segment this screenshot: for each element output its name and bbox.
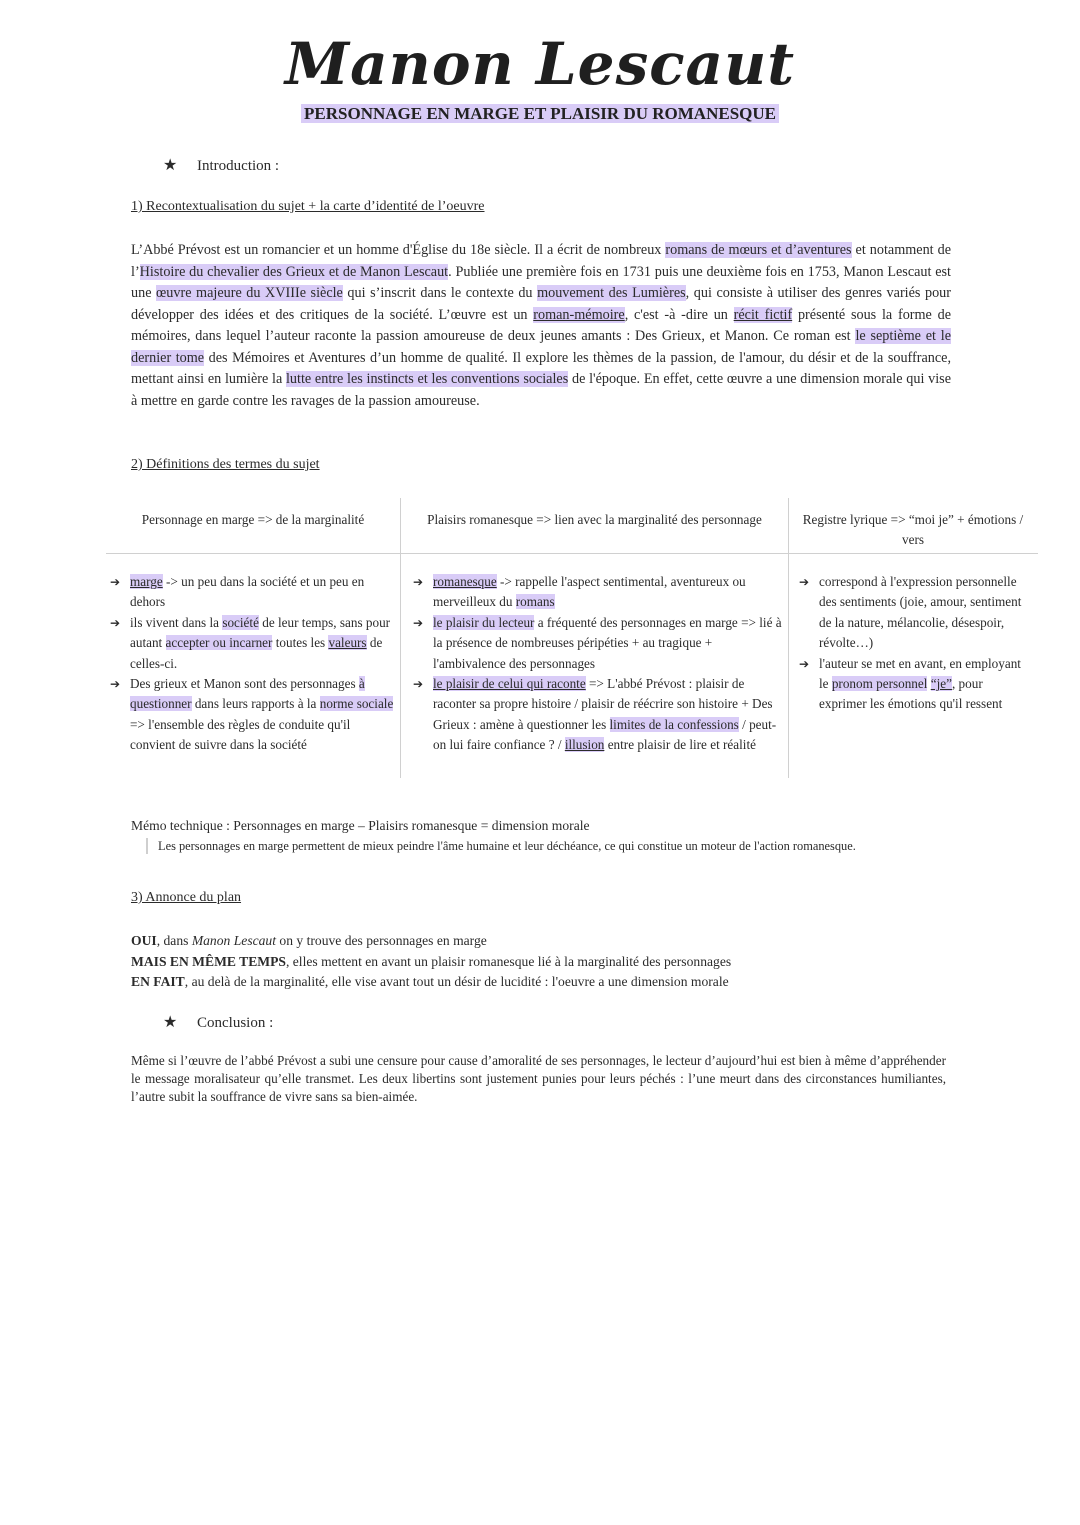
plan-item (131, 931, 731, 952)
para-text: présenté sous la forme de mémoires, dans lequel l’auteur raconte la passion amoureuse de deux jeunes amants : Des Grieux, et Manon. Ce roman est (131, 306, 951, 344)
arrow-icon: ➔ (413, 615, 424, 630)
cell-highlight: valeurs (328, 635, 367, 651)
table-header-row (106, 498, 1038, 554)
cell-text: a fréquenté des personnages en marge => lié à la présence de nombreuses péripéties + au tragique + l'ambivalence des personnages (433, 614, 782, 671)
cell-text: => l'ensemble des règles de conduite qu'il convient de suivre dans la société (130, 716, 351, 753)
cell-highlight: pronom personnel (831, 676, 928, 692)
plan-text: on y trouve des personnages en marge (276, 933, 487, 948)
para-highlight: le septième et le dernier tome (131, 328, 951, 366)
plan-key: EN FAIT (131, 974, 185, 989)
cell-highlight: norme sociale (319, 696, 394, 712)
para-highlight: roman-mémoire (533, 306, 625, 323)
list-item (413, 572, 784, 613)
para-highlight: récit fictif (733, 306, 793, 323)
cell-highlight: marge (130, 574, 163, 589)
introduction-heading (163, 155, 279, 175)
cell-text: dans leurs rapports à la (191, 696, 320, 712)
introduction-label: Introduction : (197, 158, 280, 174)
section2-heading: 2) Définitions des termes du sujet (131, 457, 320, 472)
list-item (799, 572, 1033, 654)
cell-highlight: accepter ou incarner (165, 635, 273, 651)
cell-text: , pour exprimer les émotions qu'il ressent (819, 676, 1003, 712)
para-text: . Publiée une première fois en 1731 puis une deuxième fois en 1753, Manon Lescaut est une (131, 263, 952, 301)
arrow-icon: ➔ (110, 575, 121, 589)
memo-line: Mémo technique : Personnages en marge – Plaisirs romanesque = dimension morale (131, 818, 590, 833)
document-title: Manon Lescaut (284, 30, 796, 98)
para-highlight: Histoire du chevalier des Grieux et de Manon Lescaut (139, 263, 449, 280)
cell-text: -> rappelle l'aspect sentimental, aventureux ou merveilleux du (433, 574, 746, 610)
memo-sub: Les personnages en marge permettent de mieux peindre l'âme humaine et leur déchéance, ce qui constitue un moteur de l'action romanesque. (146, 838, 958, 854)
cell-text: de leur temps, sans pour autant (130, 614, 391, 651)
section3-heading: 3) Annonce du plan (131, 890, 242, 905)
para-text: des Mémoires et Aventures d’un homme de qualité. Il explore les thèmes de la passion, de l'amour, du désir et de la souffrance, mettant ainsi en lumière la (131, 349, 951, 387)
conclusion-heading (163, 1012, 273, 1032)
list-item (799, 654, 1033, 715)
definitions-table (106, 498, 1038, 778)
plan-key: MAIS EN MÊME TEMPS (131, 953, 286, 969)
col3-cell (788, 554, 1037, 778)
arrow-icon: ➔ (799, 575, 810, 589)
star-icon: ★ (163, 1012, 178, 1031)
plan-italic: Manon Lescaut (191, 933, 277, 948)
arrow-icon: ➔ (110, 677, 121, 692)
document-subtitle (0, 104, 1080, 124)
cell-text: ils vivent dans la (130, 614, 223, 630)
cell-highlight: limites de la confessions (609, 716, 739, 732)
list-item (413, 674, 784, 756)
plan-list (131, 931, 731, 993)
plan-text: , elles mettent en avant un plaisir romanesque lié à la marginalité des personnages (285, 953, 732, 969)
col3-header: Registre lyrique => “moi je” + émotions / vers (788, 498, 1037, 553)
cell-highlight: romans (515, 594, 555, 610)
para-text: , c'est -à -dire un (624, 306, 734, 323)
para-text: et notamment de l’ (131, 242, 951, 280)
subtitle-text: PERSONNAGE EN MARGE ET PLAISIR DU ROMANESQUE (301, 104, 779, 123)
col1-cell (106, 554, 400, 778)
para-text: de l'époque. En effet, cette œuvre a une dimension morale qui vise à mettre en garde contre les ravages de la passion amoureuse. (131, 371, 951, 409)
para-text: qui s’inscrit dans le contexte du (342, 285, 538, 301)
para-highlight: œuvre majeure du XVIIIe siècle (156, 285, 343, 301)
arrow-icon: ➔ (413, 677, 424, 692)
cell-text: Des grieux et Manon sont des personnages (130, 676, 359, 692)
cell-highlight: le plaisir de celui qui raconte (433, 676, 586, 692)
list-item (413, 613, 784, 674)
arrow-icon: ➔ (110, 615, 121, 630)
cell-text: entre plaisir de lire et réalité (604, 737, 756, 753)
arrow-icon: ➔ (413, 575, 424, 589)
col1-header: Personnage en marge => de la marginalité (141, 512, 365, 527)
star-icon: ★ (163, 155, 178, 174)
cell-text: => L'abbé Prévost : plaisir de raconter sa propre histoire / plaisir de réécrire son histoire + Des Grieux : amène à questionner les (433, 676, 773, 732)
para-highlight: romans de mœurs et d’aventures (665, 242, 852, 258)
plan-text: , au delà de la marginalité, elle vise avant tout un désir de lucidité : l'oeuvre a une dimension morale (184, 974, 729, 989)
section1-heading: 1) Recontextualisation du sujet + la carte d’identité de l’oeuvre (131, 199, 485, 214)
plan-item (131, 972, 731, 993)
list-item (110, 674, 396, 756)
arrow-icon: ➔ (799, 656, 810, 671)
cell-highlight: romanesque (433, 574, 497, 589)
cell-highlight: société (222, 614, 259, 630)
cell-text: -> un peu dans la société et un peu en dehors (130, 574, 365, 610)
para-text: , qui consiste à utiliser des genres variés pour développer des idées et des critiques de la société. L’œuvre est un (131, 285, 951, 323)
section1-paragraph (131, 240, 951, 412)
conclusion-label: Conclusion : (197, 1015, 274, 1031)
list-item (110, 572, 396, 613)
plan-text: , dans (156, 933, 192, 948)
para-text: L’Abbé Prévost est un romancier et un homme d'Église du 18e siècle. Il a écrit de nombreux (131, 242, 666, 258)
col2-header: Plaisirs romanesque => lien avec la marginalité des personnage (400, 498, 788, 553)
conclusion-paragraph: Même si l’œuvre de l’abbé Prévost a subi une censure pour cause d’amoralité de ses personnages, le lecteur d’aujourd’hui est bien à même d’appréhender le message moralisateur qu’elle transmet. Les deux libertins sont justement punies pour leurs péchés : l’une meurt dans des circonstances humiliantes, l’autre subit la souffrance de vivre sans sa bien-aimée. (131, 1053, 946, 1104)
cell-text: l'auteur se met en avant, en employant le (819, 655, 1021, 692)
plan-item (131, 952, 731, 973)
list-item (110, 613, 396, 674)
cell-text: de celles-ci. (130, 635, 383, 671)
cell-text: / peut-on lui faire confiance ? / (433, 716, 777, 753)
plan-key: OUI (131, 933, 157, 948)
table-body-row (106, 554, 1038, 778)
para-highlight: mouvement des Lumières (537, 285, 686, 301)
cell-highlight: le plaisir du lecteur (433, 614, 535, 630)
cell-highlight: à questionner (130, 676, 365, 712)
col2-cell (400, 554, 788, 778)
cell-highlight: illusion (564, 737, 605, 753)
cell-text: correspond à l'expression personnelle des sentiments (joie, amour, sentiment de la nature, mélancolie, désespoir, révolte…) (819, 574, 1022, 651)
cell-highlight: “je” (930, 676, 952, 692)
para-highlight: lutte entre les instincts et les conventions sociales (285, 371, 569, 387)
cell-text: toutes les (272, 635, 329, 651)
